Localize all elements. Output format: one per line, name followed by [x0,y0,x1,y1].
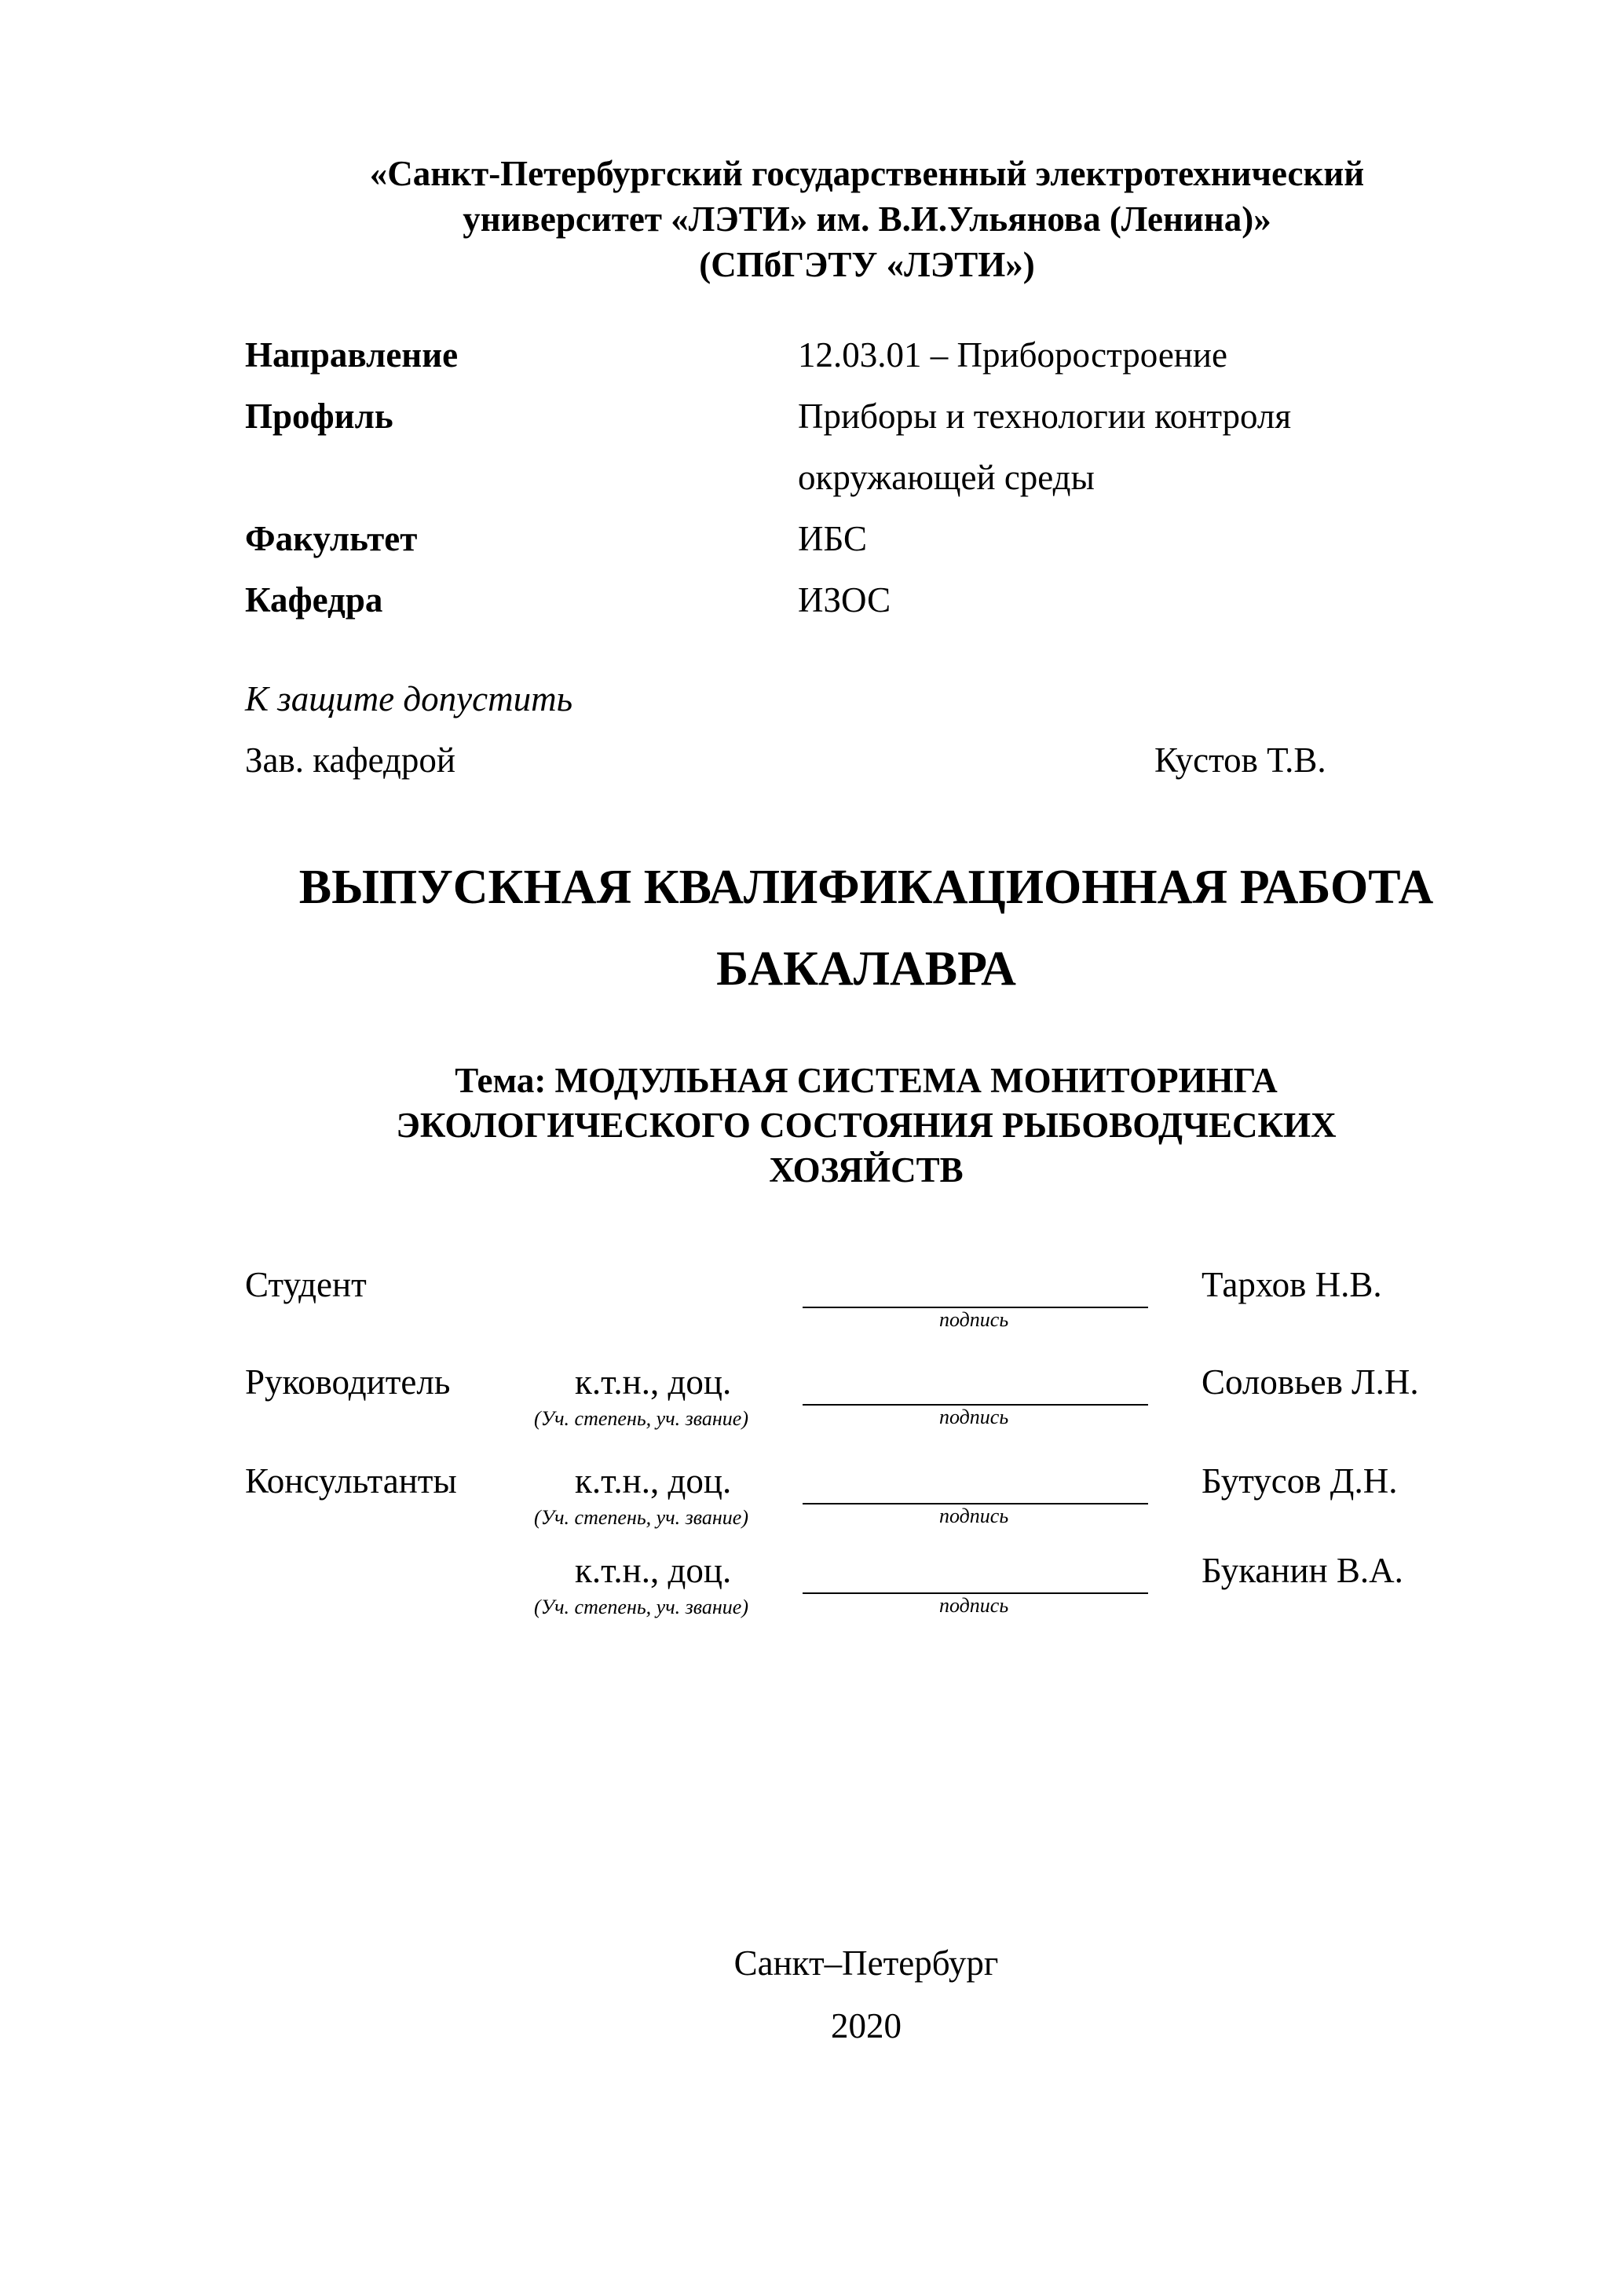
head-of-department-label: Зав. кафедрой [245,740,455,780]
topic-line-2: ЭКОЛОГИЧЕСКОГО СОСТОЯНИЯ РЫБОВОДЧЕСКИХ [396,1106,1337,1145]
faculty-value: ИБС [798,519,868,558]
student-role: Студент [245,1265,367,1304]
consultant-1-degree: к.т.н., доц. [575,1461,732,1501]
direction-value: 12.03.01 – Приборостроение [798,335,1227,375]
topic-line-1: Тема: МОДУЛЬНАЯ СИСТЕМА МОНИТОРИНГА [455,1061,1278,1100]
university-line-3: (СПбГЭТУ «ЛЭТИ») [699,245,1035,284]
consultant-2-signature-caption: подпись [939,1594,1009,1617]
profile-value-line-2: окружающей среды [798,458,1095,497]
supervisor-degree-caption: (Уч. степень, уч. звание) [534,1407,748,1430]
consultant-2-name: Буканин В.А. [1202,1551,1403,1590]
supervisor-name: Соловьев Л.Н. [1202,1362,1419,1402]
consultant-2-degree-caption: (Уч. степень, уч. звание) [534,1596,748,1618]
admission-text: К защите допустить [245,679,573,718]
consultant-2-degree: к.т.н., доц. [575,1551,732,1590]
head-of-department-name: Кустов Т.В. [1154,740,1326,780]
faculty-label: Факультет [245,519,418,558]
profile-value-line-1: Приборы и технологии контроля [798,397,1292,436]
department-value: ИЗОС [798,580,891,620]
student-name: Тархов Н.В. [1202,1265,1382,1304]
university-line-2: университет «ЛЭТИ» им. В.И.Ульянова (Ленина)» [463,199,1271,239]
consultant-1-signature-caption: подпись [939,1504,1009,1527]
university-header [0,151,1624,287]
footer-city: Санкт–Петербург [733,1943,999,1983]
document-title-line-2: БАКАЛАВРА [716,942,1016,996]
footer-year: 2020 [831,2006,902,2046]
consultant-1-degree-caption: (Уч. степень, уч. звание) [534,1506,748,1529]
consultants-role: Консультанты [245,1461,457,1501]
topic-block [0,1058,1624,1193]
document-title-line-1: ВЫПУСКНАЯ КВАЛИФИКАЦИОННАЯ РАБОТА [298,861,1434,914]
supervisor-signature-caption: подпись [939,1406,1009,1428]
topic-line-3: ХОЗЯЙСТВ [769,1150,964,1190]
supervisor-degree: к.т.н., доц. [575,1362,732,1402]
direction-label: Направление [245,335,459,375]
supervisor-role: Руководитель [245,1362,451,1402]
student-signature-caption: подпись [939,1308,1009,1331]
profile-label: Профиль [245,397,393,436]
university-line-1: «Санкт-Петербургский государственный электротехнический [369,154,1365,193]
department-label: Кафедра [245,580,383,620]
consultant-1-name: Бутусов Д.Н. [1202,1461,1398,1501]
